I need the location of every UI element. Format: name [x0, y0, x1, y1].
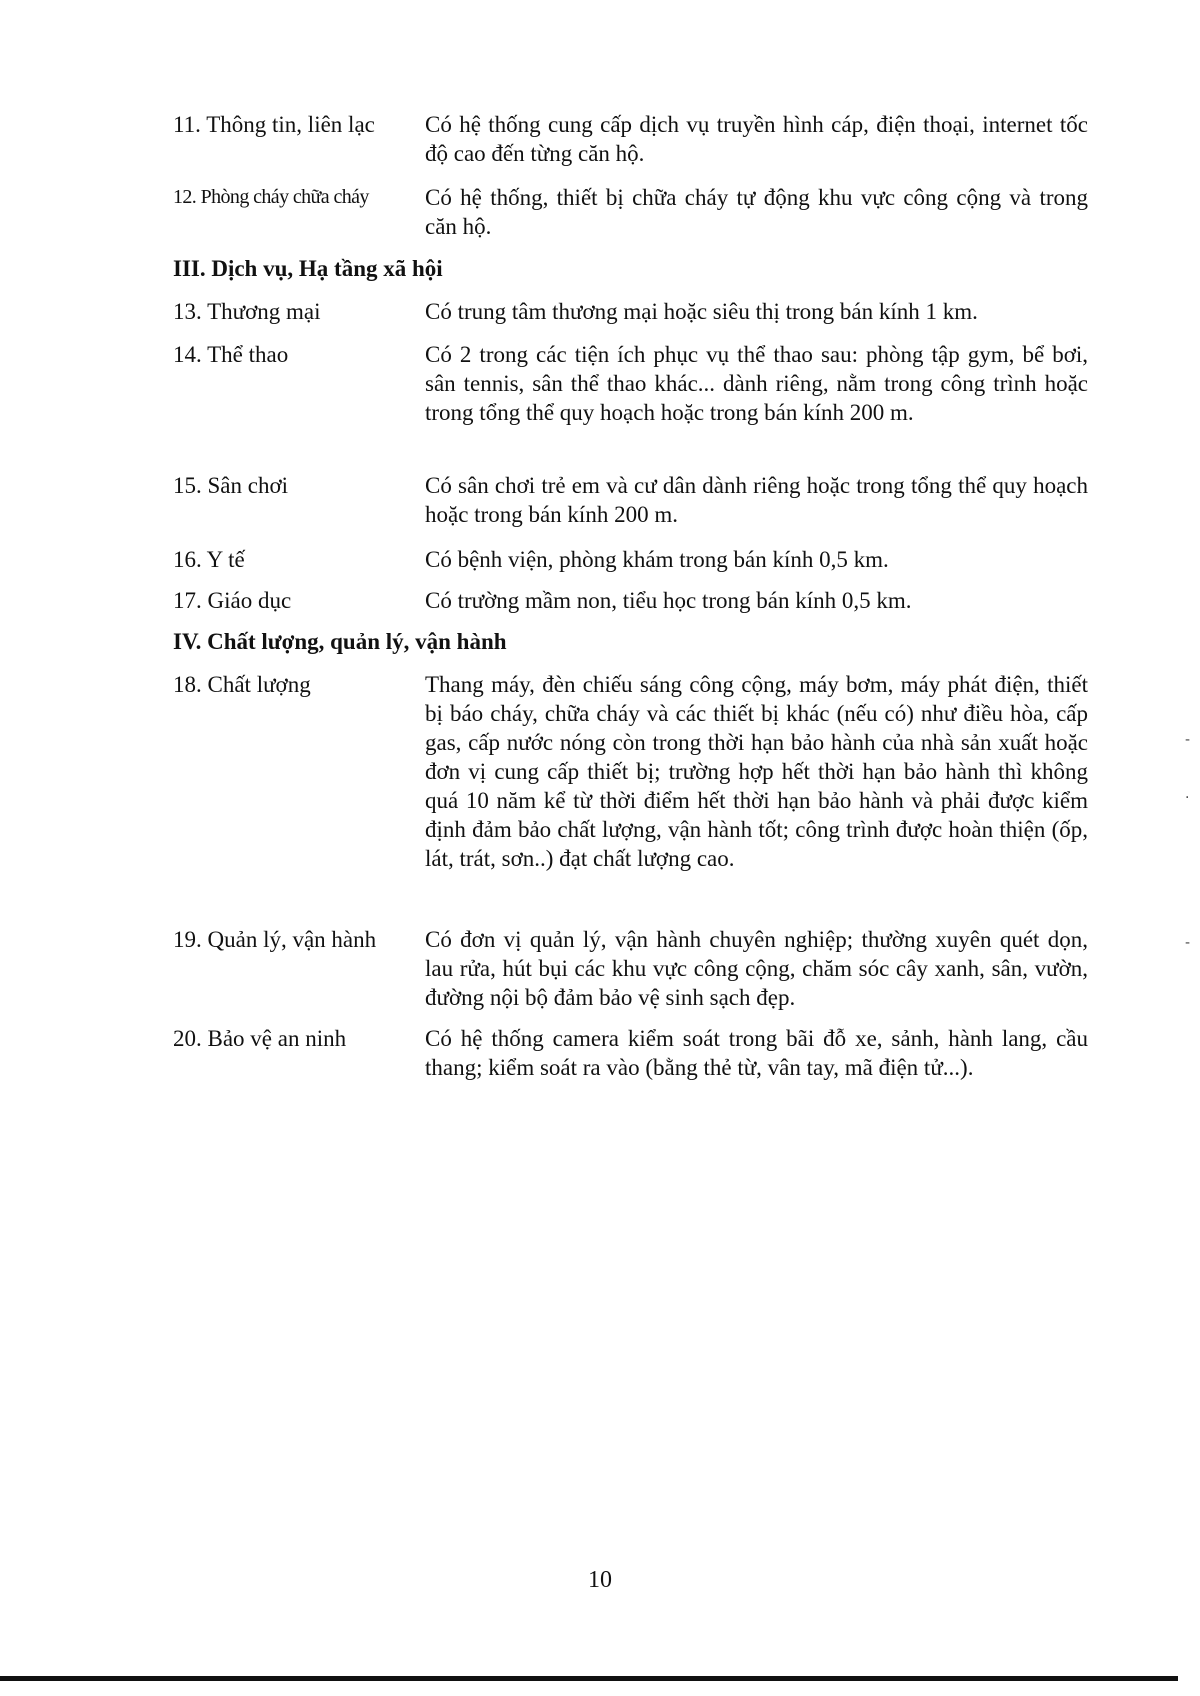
- criteria-description: Có 2 trong các tiện ích phục vụ thể thao sau: phòng tập gym, bể bơi, sân tennis, sân thể thao khác... dành riêng, nằm trong công trình hoặc trong tổng thể quy hoạch hoặc trong bán kính 200 m.: [425, 342, 1088, 425]
- criteria-label: 12. Phòng cháy chữa cháy: [173, 186, 369, 208]
- criteria-label: 17. Giáo dục: [173, 588, 292, 613]
- criteria-description: Có đơn vị quản lý, vận hành chuyên nghiệp; thường xuyên quét dọn, lau rửa, hút bụi các khu vực công cộng, chăm sóc cây xanh, sân, vườn, đường nội bộ đảm bảo vệ sinh sạch đẹp.: [425, 927, 1088, 1010]
- scan-mark: -: [1185, 935, 1191, 951]
- section-heading-4: IV. Chất lượng, quản lý, vận hành: [173, 629, 507, 654]
- section-heading-3: III. Dịch vụ, Hạ tầng xã hội: [173, 256, 443, 281]
- criteria-label: 13. Thương mại: [173, 299, 321, 324]
- criteria-description: Thang máy, đèn chiếu sáng công cộng, máy bơm, máy phát điện, thiết bị báo cháy, chữa cháy và các thiết bị khác (nếu có) như điều hòa, cấp gas, cấp nước nóng còn trong thời hạn bảo hành của nhà sản xuất hoặc đơn vị cung cấp thiết bị; trường hợp hết thời hạn bảo hành thì không quá 10 năm kể từ thời điểm hết thời hạn bảo hành và phải được kiểm định đảm bảo chất lượng, vận hành tốt; công trình được hoàn thiện (ốp, lát, trát, sơn..) đạt chất lượng cao.: [425, 672, 1088, 871]
- page-number: 10: [588, 1567, 612, 1593]
- criteria-description: Có sân chơi trẻ em và cư dân dành riêng hoặc trong tổng thể quy hoạch hoặc trong bán kính 200 m.: [425, 473, 1088, 527]
- criteria-label: 15. Sân chơi: [173, 473, 289, 498]
- scan-mark: ·: [1185, 790, 1190, 806]
- criteria-description: Có hệ thống camera kiểm soát trong bãi đỗ xe, sảnh, hành lang, cầu thang; kiểm soát ra vào (bằng thẻ từ, vân tay, mã điện tử...).: [425, 1026, 1088, 1080]
- criteria-description: Có bệnh viện, phòng khám trong bán kính 0,5 km.: [425, 547, 889, 572]
- bottom-border-line: [0, 1676, 1178, 1681]
- criteria-label: 18. Chất lượng: [173, 672, 311, 697]
- scan-mark: -: [1185, 732, 1191, 748]
- criteria-label: 19. Quản lý, vận hành: [173, 927, 377, 952]
- criteria-description: Có trường mầm non, tiểu học trong bán kính 0,5 km.: [425, 588, 912, 613]
- criteria-label: 11. Thông tin, liên lạc: [173, 112, 375, 137]
- criteria-label: 14. Thể thao: [173, 342, 289, 367]
- criteria-description: Có hệ thống, thiết bị chữa cháy tự động khu vực công cộng và trong căn hộ.: [425, 185, 1088, 239]
- criteria-description: Có trung tâm thương mại hoặc siêu thị trong bán kính 1 km.: [425, 299, 978, 324]
- criteria-label: 20. Bảo vệ an ninh: [173, 1026, 347, 1051]
- criteria-label: 16. Y tế: [173, 547, 245, 572]
- criteria-description: Có hệ thống cung cấp dịch vụ truyền hình cáp, điện thoại, internet tốc độ cao đến từng căn hộ.: [425, 112, 1088, 166]
